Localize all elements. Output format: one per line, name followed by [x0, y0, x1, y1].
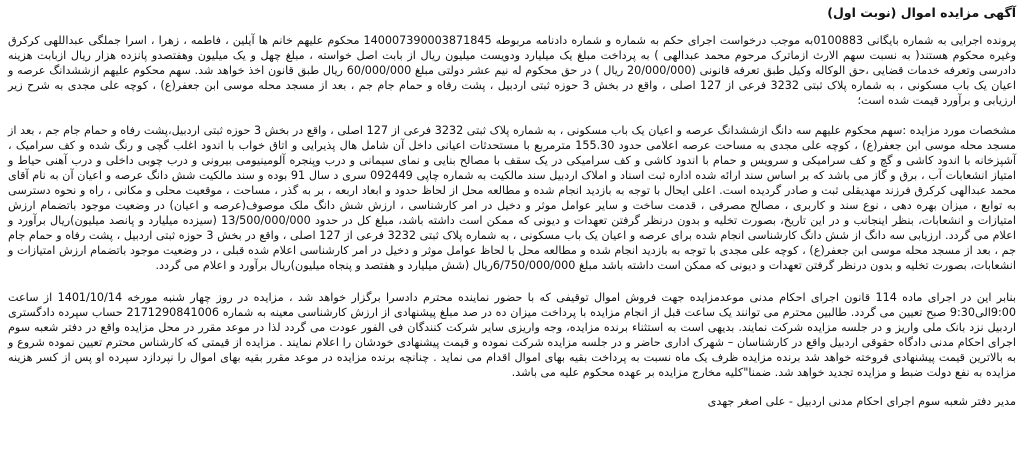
- spacer: [8, 109, 1016, 123]
- notice-title: آگهی مزایده اموال (نوبت اول): [827, 5, 1016, 20]
- signature-line: مدیر دفتر شعبه سوم اجرای احکام مدنی اردبیل - علی اصغر جهدی: [707, 395, 1016, 409]
- spacer: [8, 274, 1016, 290]
- case-paragraph: پرونده اجرایی به شماره بایگانی 0100883به موجب درخواست اجرای حکم به شماره و شماره دادنامه مربوطه 140007390003871845 محکوم علیهم خانم ها آیلین ، فاطمه ، زهرا ، اسرا جملگی عبداللهی کرکرق وغیره محکوم هستند( به نسبت سهم الارث ازماترک مرحوم محمد عبدالهی ) به پرداخت مبلغ یک میلیارد ودویست میلیون ریال از بابت اصل خواسته ، مبلغ چهل و یک میلیون وهفتصدو پانزده هزار ریال ازبابت هزینه دادرسی وتعرفه خدمات قضایی ،حق الوکاله وکیل طبق تعرفه قانونی (20/000/000 ریال ) در حق محکوم له نیم عشر دولتی مبلغ 60/000/000 ریال طبق قانون اخذ خواهد شد. سهم محکوم علیهم ازششدانگ عرصه و اعیان یک باب مسکونی ، به شماره پلاک ثبتی 3232 فرعی از 127 اصلی ، واقع در بخش 3 حوزه ثبتی اردبیل ، پشت رفاه و حمام جام جم ، بعد از مسجد محله موسی ابن جعفر(ع) ، کوچه علی مجدی به شرح زیر ارزیابی و برآورد قیمت شده است؛: [8, 34, 1017, 108]
- auction-terms-paragraph: بنابر این در اجرای ماده 114 قانون اجرای احکام مدنی موعدمزایده جهت فروش اموال توقیفی که با حضور نماینده محترم دادسرا برگزار خواهد شد ، مزایده در روز چهار شنبه مورخه 1401/10/14 از ساعت 9:00الی9:30 صبح تعیین می گردد. طالبین محترم می توانند یک ساعت قبل از انجام مزایده با پرداخت میزان ده در صد مبلغ پیشنهادی از ارزش کارشناسی معینه به شماره 2171290841006 حساب سپرده دادگستری اردبیل نزد بانک ملی واریز و در جلسه مزایده شرکت نمایند. بدیهی است به استثناء برنده مزایده، وجه واریزی سایر شرکت کنندگان فی الفور عودت می گردد لذا در موعد مقرر در محل مزایده واقع در دفتر شعبه سوم اجرای احکام مدنی دادگاه حقوقی اردبیل واقع در کارشناسان – شهرک اداری حاضر و در جلسه مزایده شرکت نموده و قیمت پیشنهادی خودشان را اعلام نمایند . مزایده از قیمتی که کارشناس محترم تعیین نموده شروع و به بالاترین قیمت پیشنهادی فروخته خواهد شد برنده مزایده ظرف یک ماه نسبت به پرداخت بقیه بهای اموال اقدام می نماید . چنانچه برنده مزایده در موعد مقرر بقیه بهای اموال را نپردازد سپرده او پس از کسر هزینه مزایده به نفع دولت ضبط و مزایده تجدید خواهد شد. ضمنا"کلیه مخارج مزایده بر عهده محکوم علیه می باشد.: [8, 290, 1016, 379]
- property-specs-paragraph: مشخصات مورد مزایده :سهم محکوم علیهم سه دانگ ازششدانگ عرصه و اعیان یک باب مسکونی ، به شماره پلاک ثبتی 3232 فرعی از 127 اصلی ، واقع در بخش 3 حوزه ثبتی اردبیل،پشت رفاه و حمام جام جم ، بعد از مسجد محله موسی ابن جعفر(ع) ، کوچه علی مجدی به مساحت عرصه اعلامی حدود 155.30 مترمربع با مستحدثات اعیانی داخل آن شامل هال پذیرایی و اتاق خواب با اندود اغلب گچی و رنگ شده و کف سرامیک ، آشپزخانه با اندود کاشی و گچ و کف سرامیکی و سرویس و حمام با اندود کاشی و کف سرامیکی در یک سقف با مصالح بنایی و نمای سیمانی و درب وپنجره آلومینیومی بیرونی و درب چوبی داخلی و درب آهنی حیاط و امتیاز انشعابات آب ، برق و گاز می باشد که بر اساس سند ارائه شده اداره ثبت اسناد و املاک اردبیل سند مالکیت به شماره چاپی 092449 سری د سال 91 بوده و سند مالکیت شش دانگ عرصه و اعیان آن به نام آقای محمد عبدالهی کرکرق فرزند مهدیقلی ثبت و صادر گردیده است. اعلی ایحال با توجه به بازدید انجام شده و مطالعه محل از لحاظ حدود و ابعاد اربعه ، بر به گذر ، مساحت ، موقعیت محلی و مکانی ، راه و نحوه دسترسی به توابع ، میزان بهره دهی ، نوع سند و کاربری ، مصالح مصرفی ، قدمت ساخت و سایر عوامل موثر و دخیل در امر کارشناسی ، ارزش شش دانگ ملک موصوف(عرصه و اعیان) در وضعیت موجود باتضمام ارزش امتیازات و انشعابات، بنظر اینجانب و در این تاریخ، بصورت تخلیه و بدون درنظر گرفتن تعهدات و دیونی که ممکن است داشته باشد، مبلغ کل در حدود 13/500/000/000 (سیزده میلیارد و پانصد میلیون)ریال برآورد و اعلام می گردد. ارزیابی سه دانگ از شش دانگ کارشناسی انجام شده برای عرصه و اعیان یک باب مسکونی ، به شماره پلاک ثبتی 3232 فرعی از 127 اصلی ، واقع در بخش 3 حوزه ثبتی اردبیل ، پشت رفاه و حمام جام جم ، بعد از مسجد محله موسی ابن جعفر(ع) ، کوچه علی مجدی با توجه به بازدید انجام شده و مطالعه محل با لحاظ عوامل موثر و دخیل در امر کارشناسی اعلام شده قبلی ، در وضعیت موجود باتضمام ارزش امتیازات و انشعابات، بصورت تخلیه و بدون درنظر گرفتن تعهدات و دیونی که ممکن است داشته باشد مبلغ 6/750/000/000ریال (شش میلیارد و هفتصد و پنجاه میلیون)ریال برآورد و اعلام می گردد.: [8, 123, 1017, 273]
